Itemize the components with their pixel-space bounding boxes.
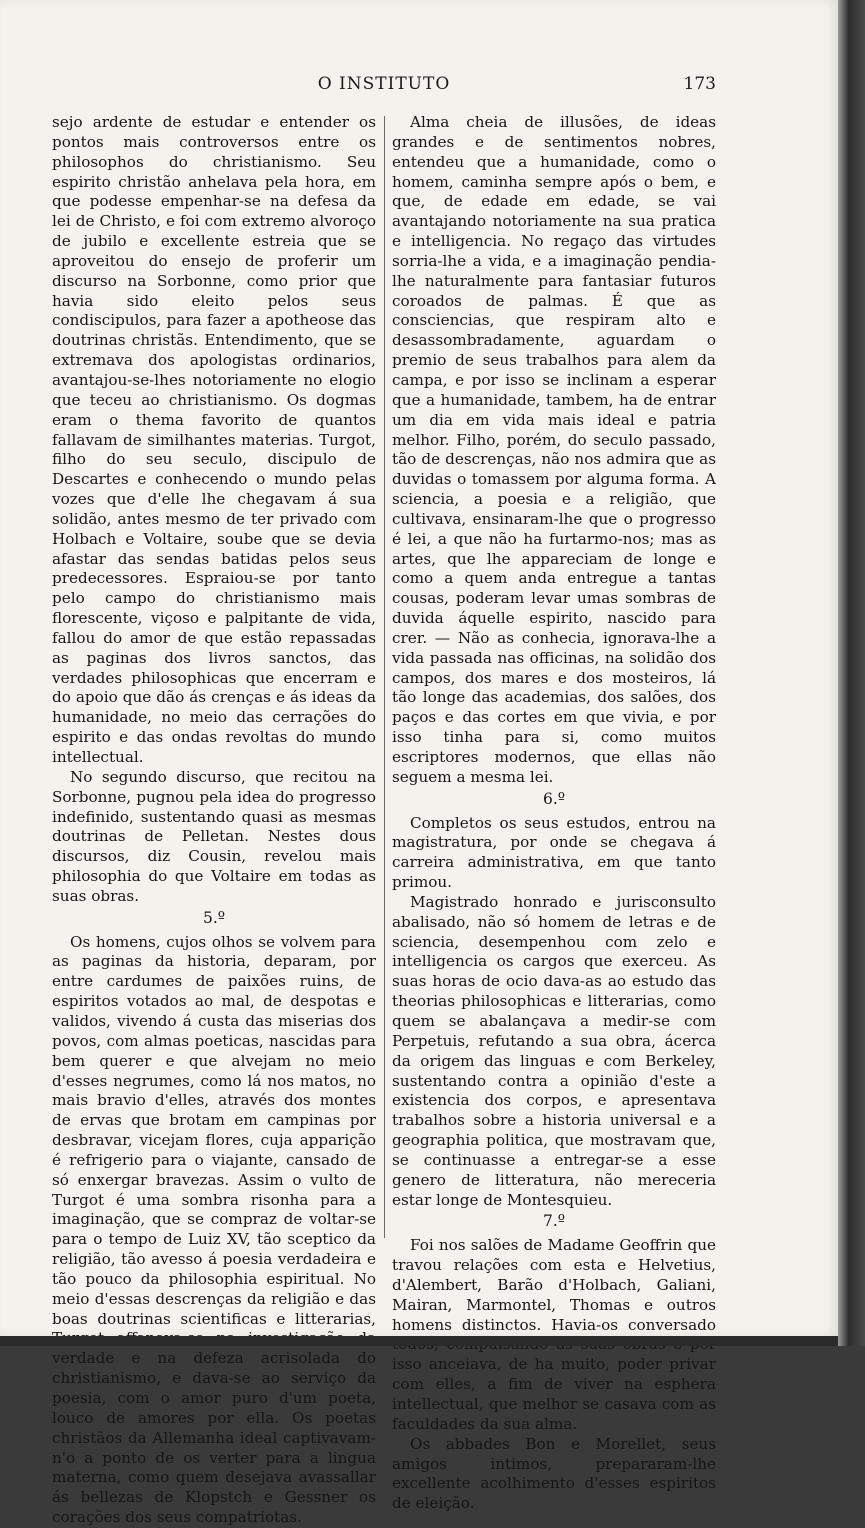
book-spine-edge — [838, 0, 865, 1346]
left-column — [52, 113, 376, 1528]
page-bottom-edge — [0, 1336, 838, 1346]
section-heading-5: 5.º — [202, 908, 226, 927]
paragraph: Foi nos salões de Madame Geoffrin que travou relações com esta e Helvetius, d'Alembert, Barão d'Holbach, Galiani, Mairan, Marmontel, Thomas e outros homens distinctos. Havia-os conversado isso anceiava, de ha muito, poder privar com elles, a fim de viver na esphera intellectual, que melhor se casava com as faculdades da sua alma. — [392, 1236, 716, 1433]
section-heading-7: 7.º — [542, 1212, 566, 1231]
paragraph: Os homens, cujos olhos se volvem para as paginas da historia, deparam, por entre cardumes de paixões ruins, de espiritos votados ao mal, de despotas e validos, vivendo á custa das miserias dos povos, com almas poeticas, nascidas para bem querer e que alvejam no meio d'esses negrumes, como lá nos matos, no mais bravio d'elles, através dos montes de ervas que brotam em campinas por desbravar, vicejam flores, cuja apparição é refrigerio para o viajante, cansado de só enxergar bravezas. Assim o vulto de Turgot é uma sombra risonha para a imaginação, que se compraz de voltar-se para o tempo de Luiz XV, tão sceptico da religião, tão avesso á poesia verdadeira e tão pouco da philosophia espiritual. No meio d'essas descrenças da religião e das boas doutrinas scientificas e litterarias, verdade e na defeza acrisolada do christianismo, e dava-se ao serviço da poesia, com o amor puro d'um poeta, louco de amores por ella. Os poetas christãos da Allemanha ideal captivavam-n'o a ponto de os verter para a lingua materna, como quem desejava avassallar ás bellezas de Klopstch e Gessner os corações dos seus compatriotas. — [52, 932, 376, 1527]
section-heading-6: 6.º — [542, 789, 566, 808]
paragraph: No segundo discurso, que recitou na Sorbonne, pugnou pela idea do progresso indefinido, sustentando quasi as mesmas doutrinas de Pelletan. Nestes dous discursos, diz Cousin, revelou mais philosophia do que Voltaire em todas as suas obras. — [52, 767, 376, 905]
paragraph: Magistrado honrado e jurisconsulto abalisado, não só homem de letras e de sciencia, desempenhou com zelo e intelligencia os cargos que exerceu. As suas horas de ocio dava-as ao estudo das theorias philosophicas e litterarias, como quem se abalançava a medir-se com Perpetuis, refutando a sua obra, ácerca da origem das linguas e com Berkeley, sustentando contra a opinião d'este a existencia dos corpos, e apresentava trabalhos sobre a historia universal e a geographia politica, que mostravam que, se continuasse a entregar-se a esse genero de litteratura, não mereceria estar longe de Montesquieu. — [392, 892, 716, 1209]
running-title: O INSTITUTO — [317, 74, 451, 94]
paragraph: Os abbades Bon e Morellet, seus amigos intimos, prepararam-lhe excellente acolhimento d'esses espiritos de eleição. — [392, 1434, 716, 1513]
paragraph: Alma cheia de illusões, de ideas grandes e de sentimentos nobres, entendeu que a humanidade, como o homem, caminha sempre após o bem, e que, de edade em edade, se vai avantajando notoriamente na sua pratica e intelligencia. No regaço das virtudes sorria-lhe a vida, e a imaginação pendia-lhe naturalmente para fantasiar futuros coroados de palmas. É que as consciencias, que respiram alto e desassombradamente, aguardam o premio de seus trabalhos para alem da campa, e por isso se inclinam a esperar que a humanidade, tambem, ha de entrar um dia em vida mais ideal e patria melhor. Filho, porém, do seculo passado, tão de descrenças, não nos admira que as duvidas o tomassem por alguma forma. A sciencia, a poesia e a religião, que cultivava, ensinaram-lhe que o progresso é lei, a que não ha furtarmo-nos; mas as artes, que lhe appareciam de longe e como a quem anda entregue a tantas cousas, poderam levar umas sombras de duvida áquelle espirito, nascido para crer. — Não as conhecia, ignorava-lhe a vida passada nas officinas, na solidão dos campos, dos mares e dos mosteiros, lá tão longe das academias, dos salões, dos paços e das cortes em que vivia, e por isso tinha para si, como muitos escriptores modernos, que ellas não seguem a mesma lei. — [392, 113, 716, 786]
paragraph: sejo ardente de estudar e entender os pontos mais controversos entre os philosophos do christianismo. Seu espirito christão anhelava pela hora, em que podesse empenhar-se na defesa da lei de Christo, e foi com extremo alvoroço de jubilo e excellente estreia que se aproveitou do ensejo de proferir um discurso na Sorbonne, como prior que havia sido eleito pelos seus condiscipulos, para fazer a apotheose das doutrinas christãs. Entendimento, que se extremava dos apologistas ordinarios, avantajou-se-lhes notoriamente no elogio que teceu ao christianismo. Os dogmas eram o thema favorito de quantos fallavam de similhantes materias. Turgot, filho do seu seculo, discipulo de Descartes e conhecendo o mundo pelas vozes que d'elle lhe chegavam á sua solidão, antes mesmo de ter privado com Holbach e Voltaire, soube que se devia afastar das sendas batidas pelos seus predecessores. Espraiou-se por tanto pelo campo do christianismo mais florescente, viçoso e palpitante de vida, fallou do amor de que estão repassadas as paginas dos livros sanctos, das verdades philosophicas que encerram e do apoio que dão ás crenças e ás ideas da humanidade, no meio das cerrações do espirito e das ondas revoltas do mundo intellectual. — [52, 113, 376, 766]
page-header — [52, 74, 716, 100]
page-number: 173 — [683, 74, 716, 94]
paragraph: Completos os seus estudos, entrou na magistratura, por onde se chegava á carreira administrativa, em que tanto primou. — [392, 813, 716, 892]
column-divider — [384, 116, 385, 1238]
right-column — [392, 113, 716, 1514]
